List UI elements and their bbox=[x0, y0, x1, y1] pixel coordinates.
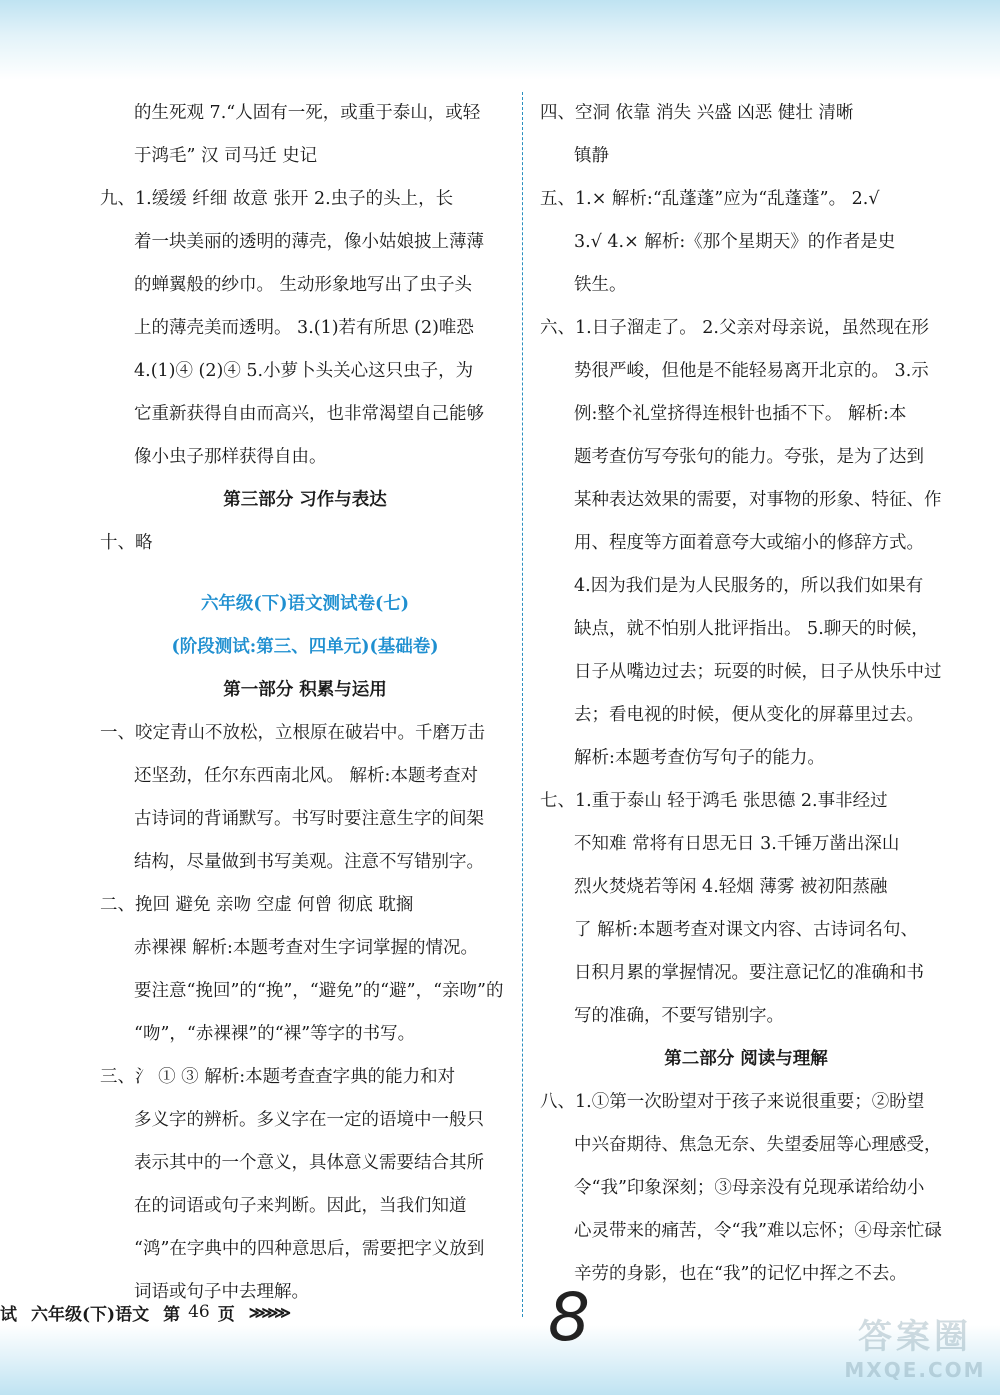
answer-line: 日积月累的掌握情况。要注意记忆的准确和书 bbox=[574, 963, 924, 983]
test-title: 六年级(下)语文测试卷(七) bbox=[200, 594, 410, 614]
section-heading-accumulation: 第一部分 积累与运用 bbox=[223, 680, 387, 700]
answer-line: 要注意“挽回”的“挽”，“避免”的“避”，“亲吻”的 bbox=[134, 981, 504, 1001]
answer-line: 像小虫子那样获得自由。 bbox=[134, 447, 327, 467]
answer-line: 烈火焚烧若等闲 4.轻烟 薄雾 被初阳蒸融 bbox=[574, 877, 888, 897]
answer-line: 还坚劲，任尔东西南北风。 解析:本题考查对 bbox=[134, 766, 478, 786]
footer-prefix: 试 bbox=[0, 1304, 17, 1325]
answer-line: 用、程度等方面着意夸大或缩小的修辞方式。 bbox=[574, 533, 924, 553]
answer-line: 铁生。 bbox=[574, 275, 627, 295]
watermark-url: MXQE.COM bbox=[844, 1357, 986, 1382]
answer-line: 缺点，就不怕别人批评指出。 5.聊天的时候， bbox=[574, 619, 929, 639]
answer-line: “吻”，“赤裸裸”的“裸”等字的书写。 bbox=[134, 1024, 416, 1044]
answer-line: 写的准确，不要写错别字。 bbox=[574, 1006, 784, 1026]
right-column bbox=[540, 92, 952, 1296]
answer-line: 题考查仿写夸张句的能力。夸张，是为了达到 bbox=[574, 447, 924, 467]
footer-page-label-pre: 第 bbox=[163, 1304, 181, 1325]
answer-line: 的蝉翼般的纱巾。 生动形象地写出了虫子头 bbox=[134, 275, 473, 295]
answer-line: 三、氵 ① ③ 解析:本题考查查字典的能力和对 bbox=[100, 1067, 456, 1087]
answer-line: 4.因为我们是为人民服务的，所以我们如果有 bbox=[574, 576, 924, 596]
answer-line: 解析:本题考查仿写句子的能力。 bbox=[574, 748, 825, 768]
answer-line: 镇静 bbox=[574, 146, 609, 166]
footer-page-label-post: 页 bbox=[217, 1304, 235, 1325]
answer-line: 了 解析:本题考查对课文内容、古诗词名句、 bbox=[574, 920, 918, 940]
section-heading-reading: 第二部分 阅读与理解 bbox=[664, 1049, 828, 1069]
answer-line: 七、1.重于泰山 轻于鸿毛 张思德 2.事非经过 bbox=[540, 791, 888, 811]
test-subtitle: (阶段测试:第三、四单元)(基础卷) bbox=[171, 637, 439, 657]
answer-line: 五、1.× 解析:“乱蓬蓬”应为“乱蓬蓬”。 2.√ bbox=[540, 189, 880, 209]
answer-line: 多义字的辨析。多义字在一定的语境中一般只 bbox=[134, 1110, 484, 1130]
top-decorative-band bbox=[0, 0, 1000, 80]
answer-line: 不知难 常将有日思无日 3.千锤万凿出深山 bbox=[574, 834, 900, 854]
section-heading-writing: 第三部分 习作与表达 bbox=[223, 490, 387, 510]
answer-line: 古诗词的背诵默写。书写时要注意生字的间架 bbox=[134, 809, 484, 829]
answer-line: 例:整个礼堂挤得连根针也插不下。 解析:本 bbox=[574, 404, 907, 424]
watermark-text: 答案圈 bbox=[858, 1316, 972, 1357]
answer-line: 一、咬定青山不放松，立根原在破岩中。千磨万击 bbox=[100, 723, 485, 743]
answer-line: 于鸿毛” 汉 司马迁 史记 bbox=[134, 146, 318, 166]
column-divider bbox=[522, 92, 523, 1317]
answer-line: 令“我”印象深刻；③母亲没有兑现承诺给幼小 bbox=[574, 1178, 925, 1198]
answer-line: 六、1.日子溜走了。 2.父亲对母亲说，虽然现在形 bbox=[540, 318, 929, 338]
answer-line: 二、挽回 避免 亲吻 空虚 何曾 彻底 耽搁 bbox=[100, 895, 414, 915]
answer-line: 赤裸裸 解析:本题考查对生字词掌握的情况。 bbox=[134, 938, 478, 958]
spacer bbox=[100, 565, 510, 583]
answer-line: 辛劳的身影，也在“我”的记忆中挥之不去。 bbox=[574, 1264, 907, 1284]
answer-line: 心灵带来的痛苦，令“我”难以忘怀；④母亲忙碌 bbox=[574, 1221, 942, 1241]
answer-line: 的生死观 7.“人固有一死，或重于泰山，或轻 bbox=[134, 103, 481, 123]
answer-line: 某种表达效果的需要，对事物的形象、特征、作 bbox=[574, 490, 942, 510]
page-footer bbox=[0, 1297, 287, 1327]
answer-line: 结构，尽量做到书写美观。注意不写错别字。 bbox=[134, 852, 484, 872]
answer-line: 在的词语或句子来判断。因此，当我们知道 bbox=[134, 1196, 467, 1216]
answer-line: 3.√ 4.× 解析:《那个星期天》的作者是史 bbox=[574, 232, 896, 252]
answer-line: 八、1.①第一次盼望对于孩子来说很重要；②盼望 bbox=[540, 1092, 925, 1112]
page-number: 46 bbox=[188, 1302, 210, 1322]
handwritten-mark: 8 bbox=[548, 1279, 590, 1356]
answer-line: 4.(1)④ (2)④ 5.小萝卜头关心这只虫子，为 bbox=[134, 361, 474, 381]
answer-line: 去；看电视的时候，便从变化的屏幕里过去。 bbox=[574, 705, 924, 725]
answer-line: 日子从嘴边过去；玩耍的时候，日子从快乐中过 bbox=[574, 662, 942, 682]
left-column bbox=[100, 92, 510, 1314]
answer-line: 中兴奋期待、焦急无奈、失望委屈等心理感受， bbox=[574, 1135, 942, 1155]
answer-line: 九、1.缓缓 纤细 故意 张开 2.虫子的头上，长 bbox=[100, 189, 454, 209]
watermark-logo bbox=[840, 1305, 990, 1385]
answer-line: 势很严峻，但他是不能轻易离开北京的。 3.示 bbox=[574, 361, 929, 381]
footer-grade-subject: 六年级(下)语文 bbox=[31, 1304, 150, 1325]
arrows-icon: ≫≫≫ bbox=[248, 1302, 287, 1322]
answer-line: 表示其中的一个意义，具体意义需要结合其所 bbox=[134, 1153, 484, 1173]
answer-line: 上的薄壳美而透明。 3.(1)若有所思 (2)唯恐 bbox=[134, 318, 474, 338]
answer-line: 着一块美丽的透明的薄壳，像小姑娘披上薄薄 bbox=[134, 232, 484, 252]
answer-line: 它重新获得自由而高兴，也非常渴望自己能够 bbox=[134, 404, 484, 424]
answer-line: 词语或句子中去理解。 bbox=[134, 1282, 309, 1302]
answer-line: “鸿”在字典中的四种意思后，需要把字义放到 bbox=[134, 1239, 485, 1259]
answer-line: 四、空洞 依靠 消失 兴盛 凶恶 健壮 清晰 bbox=[540, 103, 854, 123]
answer-line: 十、略 bbox=[100, 533, 153, 553]
